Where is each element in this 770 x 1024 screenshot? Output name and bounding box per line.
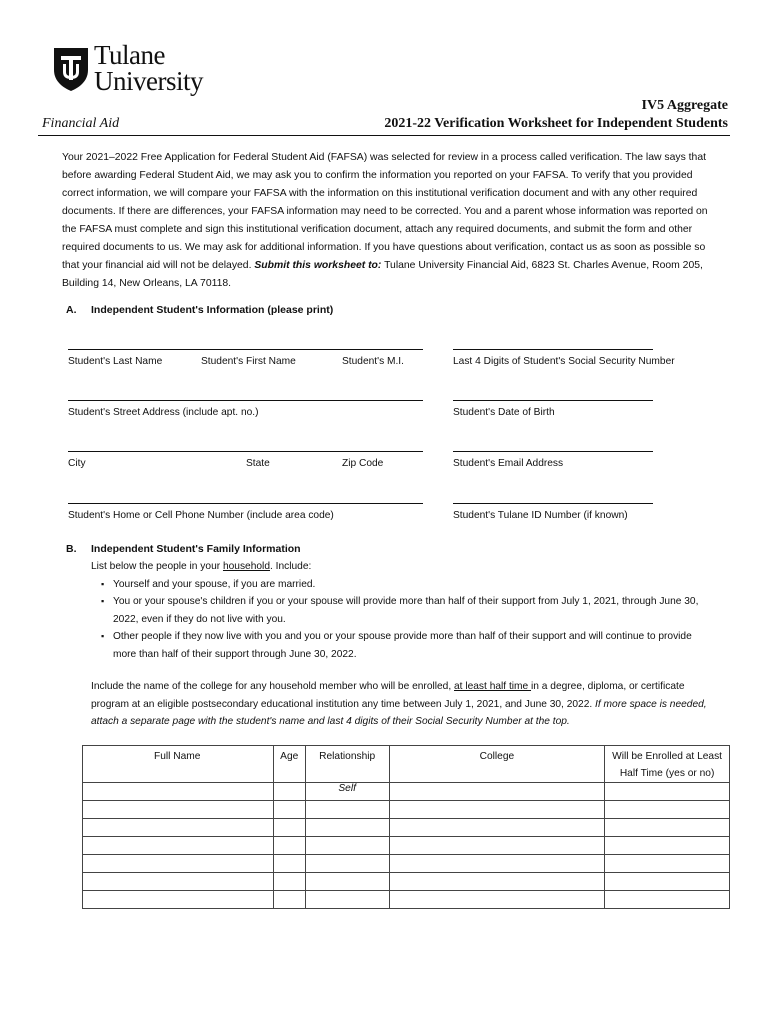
section-b-title: Independent Student's Family Information [91, 543, 301, 555]
submit-label: Submit this worksheet to: [254, 260, 382, 271]
tulane-shield-icon [52, 46, 90, 92]
cell-college[interactable] [389, 855, 605, 873]
intro-text: Your 2021–2022 Free Application for Federal Student Aid (FAFSA) was selected for review in a process called verification. The law says that before awarding Federal Student Aid, we may ask you to confirm the information you reported on your FAFSA. To verify that you provided correct information, we will compare your FAFSA with the information on this institutional verification document and with any other required documents. If there are differences, your FAFSA information may need to be corrected. You and a parent whose information was reported on the FAFSA must complete and sign this institutional verification document, attach any required documents, and submit the form and other required documents to us. We may ask for additional information. If you have questions about verification, contact us as soon as possible so that your financial aid will not be delayed. [62, 152, 708, 271]
table-row [83, 819, 730, 837]
logo-text-line2: University [94, 66, 203, 96]
section-a-title: Independent Student's Information (please print) [91, 304, 334, 316]
cell-enrolled[interactable] [605, 873, 730, 891]
cell-college[interactable] [389, 837, 605, 855]
bullet-item: ▪ Yourself and your spouse, if you are married. [113, 576, 711, 594]
zip-code-label: Zip Code [342, 458, 384, 469]
table-row [83, 783, 730, 801]
cell-age[interactable] [273, 783, 305, 801]
half-time-term: at least half time [454, 681, 532, 692]
dob-entry-line[interactable] [453, 400, 653, 401]
submit-address: Tulane University Financial Aid, 6823 St. Charles Avenue, Room 205, Building 14, New Orleans, LA 70118. [62, 260, 703, 289]
cell-college[interactable] [389, 891, 605, 909]
extra-space-note: If more space is needed, attach a separate page with the student's name and last 4 digits of their Social Security Number at the top. [91, 698, 707, 727]
cell-relationship[interactable] [305, 837, 389, 855]
middle-initial-label: Student's M.I. [342, 356, 404, 367]
table-row [83, 801, 730, 819]
bullet-item: ▪ Other people if they now live with you and you or your spouse provide more than half of their support and will continue to provide more than half of their support through June 30, 2022. [113, 628, 711, 663]
header-enrolled-half-time: Will be Enrolled at Least Half Time (yes or no) [605, 746, 730, 783]
cell-age[interactable] [273, 819, 305, 837]
section-a-letter: A. [66, 304, 77, 316]
first-name-label: Student's First Name [201, 356, 296, 367]
cell-college[interactable] [389, 801, 605, 819]
cell-enrolled[interactable] [605, 891, 730, 909]
header-age: Age [273, 746, 305, 783]
cell-relationship[interactable] [305, 891, 389, 909]
cell-age[interactable] [273, 891, 305, 909]
household-term: household [222, 561, 270, 572]
cell-relationship[interactable] [305, 855, 389, 873]
table-header-row [83, 746, 730, 783]
tulane-id-label: Student's Tulane ID Number (if known) [453, 510, 628, 521]
cell-relationship[interactable] [305, 819, 389, 837]
table-row [83, 837, 730, 855]
intro-paragraph [62, 149, 722, 293]
cell-college[interactable] [389, 819, 605, 837]
tulane-id-entry-line[interactable] [453, 503, 653, 504]
section-b-letter: B. [66, 543, 77, 555]
household-table [82, 745, 730, 909]
cell-full-name[interactable] [83, 819, 274, 837]
cell-relationship-self: Self [305, 783, 389, 801]
cell-full-name[interactable] [83, 873, 274, 891]
cell-enrolled[interactable] [605, 801, 730, 819]
phone-label: Student's Home or Cell Phone Number (include area code) [68, 510, 334, 521]
city-label: City [68, 458, 86, 469]
email-label: Student's Email Address [453, 458, 564, 469]
tulane-logo [52, 40, 212, 106]
header-college: College [389, 746, 605, 783]
cell-age[interactable] [273, 837, 305, 855]
header-divider [38, 135, 730, 136]
cell-relationship[interactable] [305, 873, 389, 891]
header-full-name: Full Name [83, 746, 274, 783]
date-of-birth-label: Student's Date of Birth [453, 407, 555, 418]
department-label: Financial Aid [42, 116, 120, 131]
cell-enrolled[interactable] [605, 819, 730, 837]
cell-college[interactable] [389, 783, 605, 801]
cell-full-name[interactable] [83, 783, 274, 801]
cell-age[interactable] [273, 873, 305, 891]
cell-enrolled[interactable] [605, 783, 730, 801]
cell-relationship[interactable] [305, 801, 389, 819]
document-title: 2021-22 Verification Worksheet for Independent Students [384, 116, 728, 131]
name-entry-line[interactable] [68, 349, 423, 350]
street-address-label: Student's Street Address (include apt. no.) [68, 407, 259, 418]
cell-full-name[interactable] [83, 855, 274, 873]
document-code: IV5 Aggregate [641, 98, 728, 113]
household-instructions [91, 558, 711, 663]
cell-age[interactable] [273, 855, 305, 873]
table-row [83, 873, 730, 891]
email-entry-line[interactable] [453, 451, 653, 452]
household-bullet-list [91, 576, 711, 664]
cell-enrolled[interactable] [605, 837, 730, 855]
last-name-label: Student's Last Name [68, 356, 163, 367]
table-row [83, 855, 730, 873]
city-state-zip-entry-line[interactable] [68, 451, 423, 452]
cell-age[interactable] [273, 801, 305, 819]
table-row [83, 891, 730, 909]
cell-enrolled[interactable] [605, 855, 730, 873]
address-entry-line[interactable] [68, 400, 423, 401]
bullet-item: ▪ You or your spouse's children if you or your spouse will provide more than half of their support from July 1, 2021, through June 30, 2022, even if they do not live with you. [113, 593, 711, 628]
cell-full-name[interactable] [83, 801, 274, 819]
ssn-entry-line[interactable] [453, 349, 653, 350]
ssn-label: Last 4 Digits of Student's Social Security Number [453, 356, 675, 367]
header-relationship: Relationship [305, 746, 389, 783]
logo-text-line1: Tulane [94, 40, 166, 70]
household-intro: List below the people in your household. Include: [91, 561, 312, 572]
state-label: State [246, 458, 270, 469]
cell-full-name[interactable] [83, 891, 274, 909]
cell-college[interactable] [389, 873, 605, 891]
phone-entry-line[interactable] [68, 503, 423, 504]
college-instructions: Include the name of the college for any household member who will be enrolled, at least half time in a degree, diploma, or certificate program at an eligible postsecondary educational institution any time between July 1, 2021, and June 30, 2022. If more space is needed, attach a separate page with the student's name and last 4 digits of their Social Security Number at the top. [91, 681, 707, 727]
cell-full-name[interactable] [83, 837, 274, 855]
